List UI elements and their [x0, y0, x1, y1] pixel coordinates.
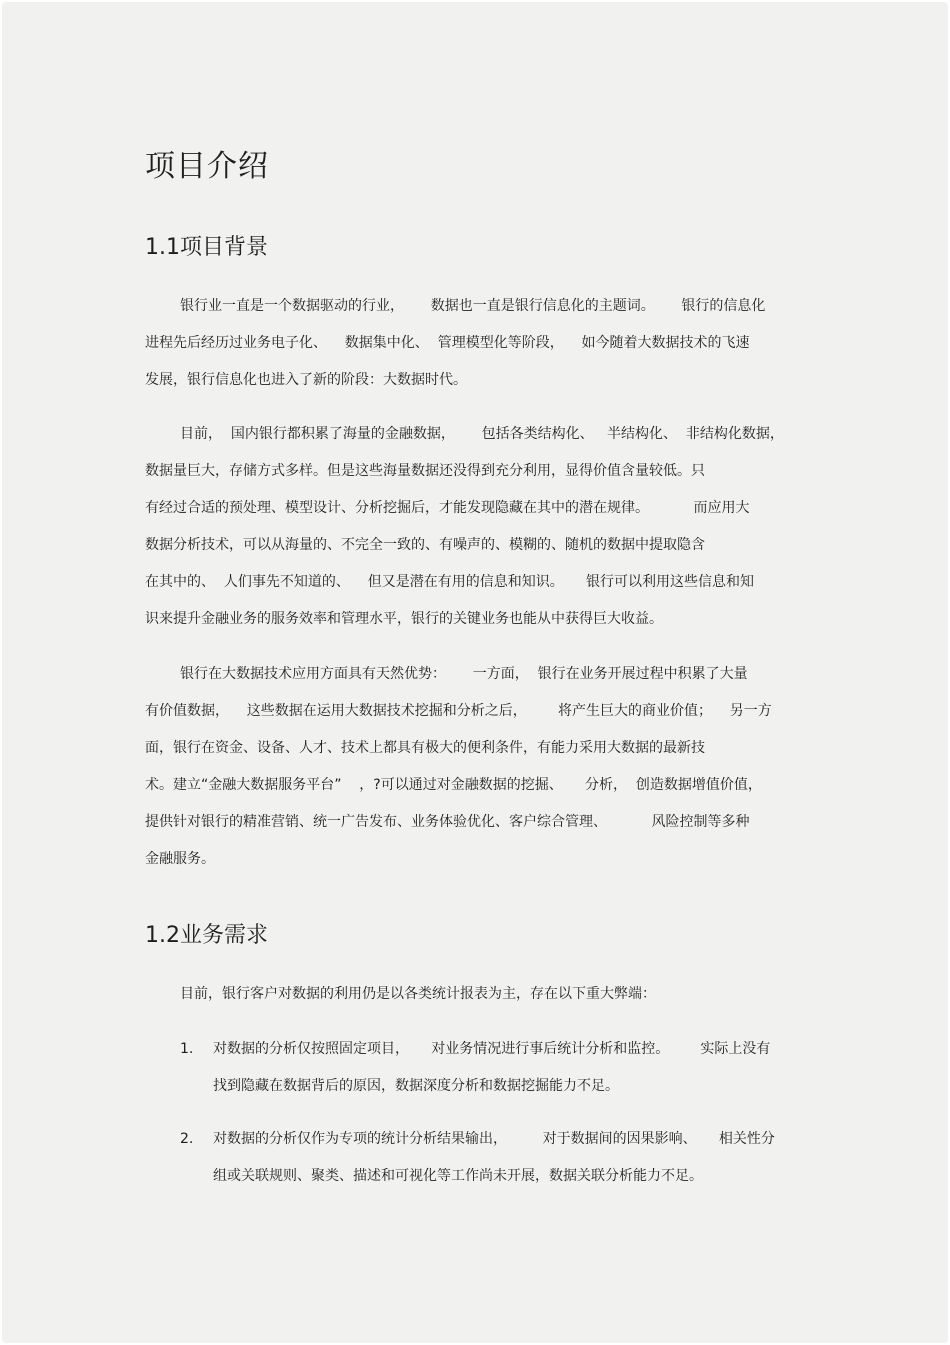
document-title: 项目介绍	[145, 149, 269, 184]
paragraph-line: 发展，银行信息化也进入了新的阶段：大数据时代。	[145, 372, 467, 388]
list-item-line: 组或关联规则、聚类、描述和可视化等工作尚未开展，数据关联分析能力不足。	[213, 1168, 703, 1184]
background-paragraph-1	[145, 288, 805, 399]
list-item-line: 对数据的分析仅作为专项的统计分析结果输出， 对于数据间的因果影响、 相关性分	[213, 1131, 775, 1147]
paragraph-line: 面，银行在资金、设备、人才、技术上都具有极大的便利条件，有能力采用大数据的最新技	[145, 740, 705, 756]
paragraph-line: 目前， 国内银行都积累了海量的金融数据， 包括各类结构化、 半结构化、 非结构化数据，	[180, 426, 784, 442]
section-heading-background: 1.1项目背景	[145, 235, 268, 260]
background-paragraph-3	[145, 656, 805, 878]
section-heading-requirements: 1.2业务需求	[145, 923, 268, 948]
paragraph-line: 银行在大数据技术应用方面具有天然优势： 一方面， 银行在业务开展过程中积累了大量	[180, 666, 748, 682]
paragraph-line: 数据量巨大，存储方式多样。但是这些海量数据还没得到充分利用，显得价值含量较低。只	[145, 463, 705, 479]
list-item-number: 1.	[180, 1041, 194, 1057]
list-item-line: 找到隐藏在数据背后的原因，数据深度分析和数据挖掘能力不足。	[213, 1078, 619, 1094]
background-paragraph-2	[145, 416, 805, 638]
list-item-number: 2.	[180, 1131, 194, 1147]
document-page	[2, 2, 948, 1343]
paragraph-line: 在其中的、 人们事先不知道的、 但又是潜在有用的信息和知识。 银行可以利用这些信息和知	[145, 574, 754, 590]
paragraph-line: 识来提升金融业务的服务效率和管理水平，银行的关键业务也能从中获得巨大收益。	[145, 611, 663, 627]
paragraph-line: 金融服务。	[145, 851, 215, 867]
list-item-body	[213, 1031, 805, 1105]
paragraph-line: 提供针对银行的精准营销、统一广告发布、业务体验优化、客户综合管理、 风险控制等多种	[145, 814, 750, 830]
list-item-body	[213, 1121, 805, 1195]
paragraph-line: 数据分析技术，可以从海量的、不完全一致的、有噪声的、模糊的、随机的数据中提取隐含	[145, 537, 705, 553]
requirements-intro	[145, 976, 805, 1013]
list-item-line: 对数据的分析仅按照固定项目， 对业务情况进行事后统计分析和监控。 实际上没有	[213, 1041, 771, 1057]
paragraph-line: 有价值数据， 这些数据在运用大数据技术挖掘和分析之后， 将产生巨大的商业价值； 另一方	[145, 703, 772, 719]
paragraph-line: 银行业一直是一个数据驱动的行业， 数据也一直是银行信息化的主题词。 银行的信息化	[180, 298, 766, 314]
paragraph-line: 目前，银行客户对数据的利用仍是以各类统计报表为主，存在以下重大弊端：	[180, 986, 656, 1002]
paragraph-line: 有经过合适的预处理、模型设计、分析挖掘后，才能发现隐藏在其中的潜在规律。 而应用大	[145, 500, 750, 516]
paragraph-line: 进程先后经历过业务电子化、 数据集中化、 管理模型化等阶段， 如今随着大数据技术的飞速	[145, 335, 750, 351]
paragraph-line: 术。建立“金融大数据服务平台” ，?可以通过对金融数据的挖掘、 分析， 创造数据增值价值，	[145, 777, 762, 793]
